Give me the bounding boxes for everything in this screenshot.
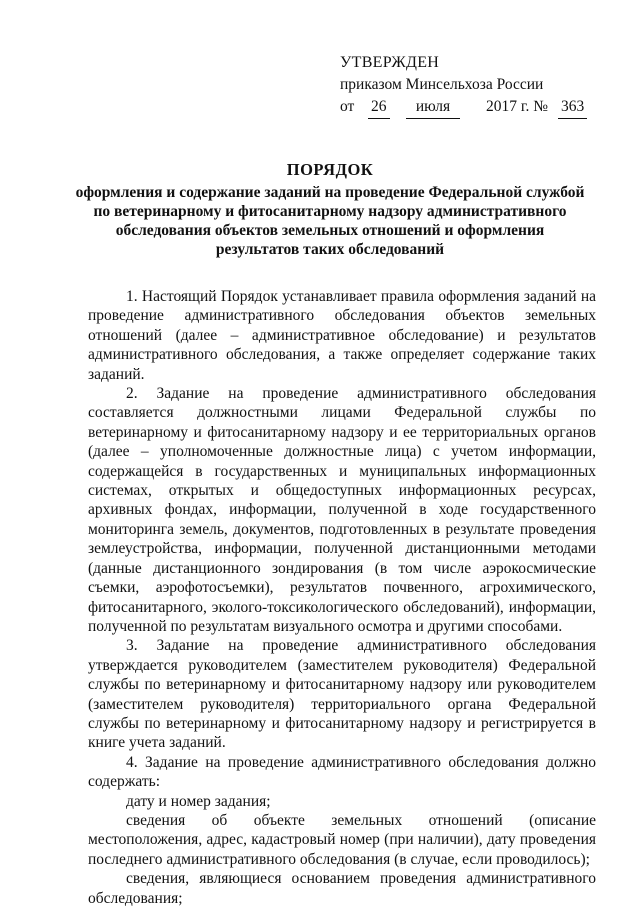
approval-stamp	[340, 52, 585, 118]
document-heading	[70, 160, 590, 259]
approval-order-line: приказом Минсельхоза России	[340, 76, 544, 93]
approval-number: 363	[558, 96, 587, 119]
list-item-object-info: сведения об объекте земельных отношений (описание местоположения, адрес, кадастровый номер (при наличии), дату проведения последнего административного обследования (в случае, если проводилось);	[88, 811, 596, 868]
document-subtitle-line: результатов таких обследований	[215, 241, 445, 258]
approval-date-prefix: от	[340, 98, 355, 115]
paragraph-1: 1. Настоящий Порядок устанавливает правила оформления заданий на проведение административного обследования объектов земельных отношений (далее – административное обследование) и результатов административного обследования, а также определяет содержание таких заданий.	[88, 288, 596, 383]
document-title: ПОРЯДОК	[286, 160, 374, 179]
document-subtitle-line: по ветеринарному и фитосанитарному надзору административного	[93, 203, 567, 220]
paragraph-2: 2. Задание на проведение административного обследования составляется должностными лицами Федеральной службы по ветеринарному и фитосанитарному надзору и ее территориальных органов (далее – уполномоченные должностные лица) с учетом информации, содержащейся в государственных и муниципальных информационных системах, открытых и общедоступных информационных ресурсах, архивных фондах, информации, полученной в ходе государственного мониторинга земель, документов, подготовленных в результате проведения землеустройства, информации, полученной дистанционными методами (данные дистанционного зондирования (в том числе аэрокосмические съемки, аэрофотосъемки), результатов почвенного, агрохимического, фитосанитарного, эколого-токсикологического обследований), информации, полученной по результатам визуального осмотра и другими способами.	[88, 385, 596, 635]
paragraph-4: 4. Задание на проведение административного обследования должно содержать:	[88, 753, 596, 791]
list-item-grounds: сведения, являющиеся основанием проведения административного обследования;	[88, 870, 596, 907]
list-item-task-date: дату и номер задания;	[126, 792, 271, 810]
approval-month: июля	[406, 96, 460, 119]
document-body	[88, 287, 596, 908]
document-subtitle-line: обследования объектов земельных отношений и оформления	[115, 222, 545, 239]
document-subtitle-line: оформления и содержание заданий на проведение Федеральной службой	[75, 184, 585, 201]
approval-title: УТВЕРЖДЕН	[340, 54, 440, 71]
approval-date-line	[340, 96, 585, 118]
paragraph-3: 3. Задание на проведение административного обследования утверждается руководителем (заместителем руководителя) Федеральной службы по ветеринарному и фитосанитарному надзору или руководителем (заместителем руководителя) территориального органа Федеральной службы по ветеринарному и фитосанитарному надзору и регистрируется в книге учета заданий.	[88, 637, 596, 752]
approval-day: 26	[368, 96, 390, 119]
approval-year: 2017 г. №	[486, 98, 549, 115]
